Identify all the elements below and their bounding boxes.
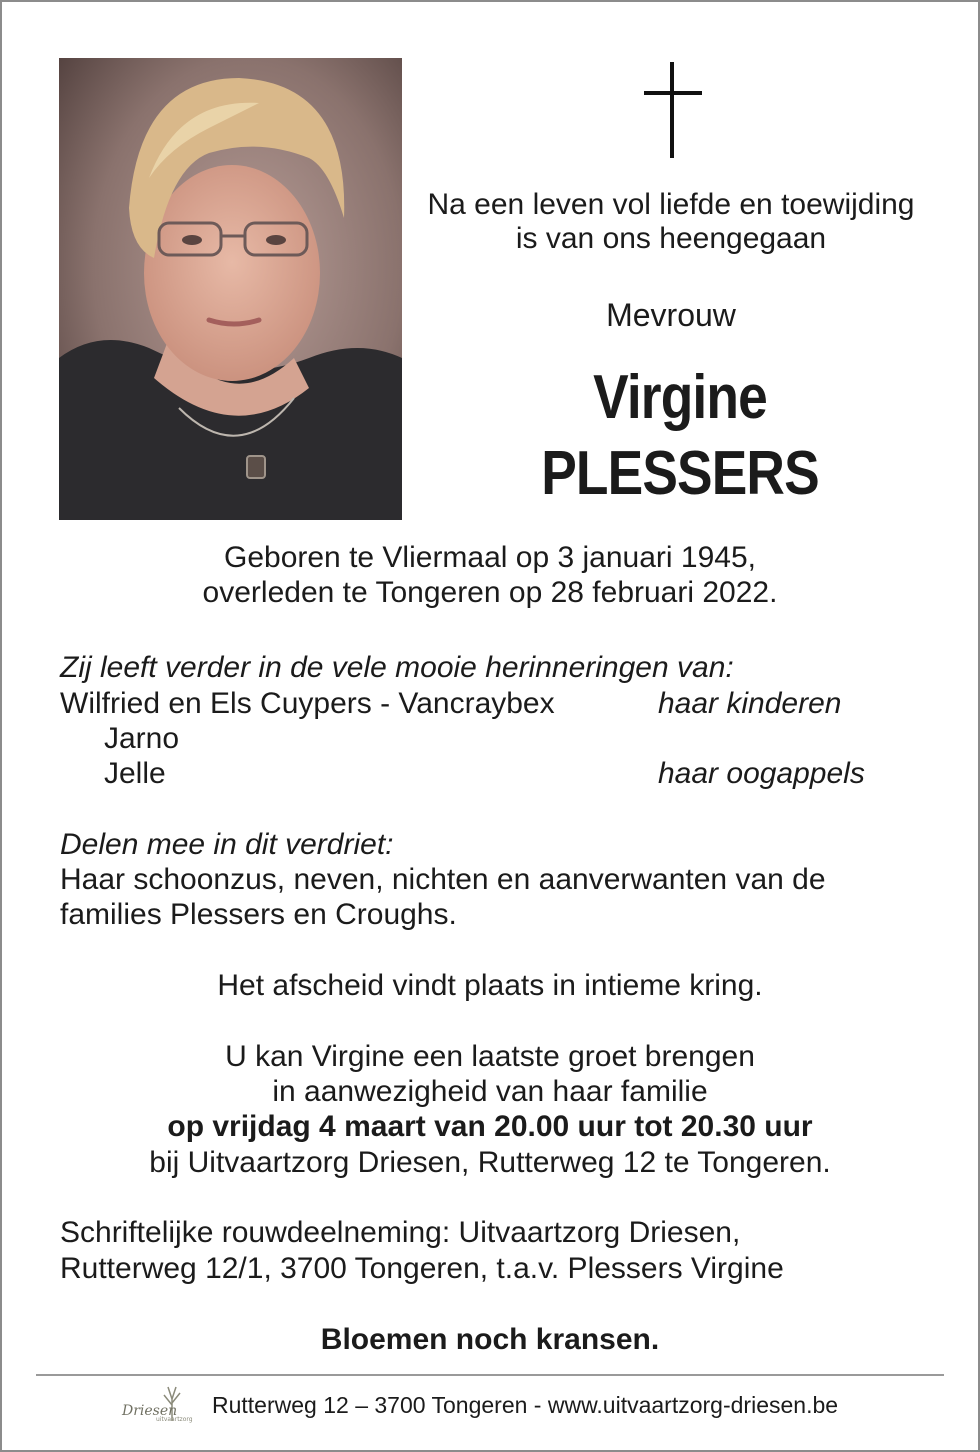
condolence-line-2: Rutterweg 12/1, 3700 Tongeren, t.a.v. Plessers Virgine [60,1252,784,1285]
relative-name: Jelle [104,757,166,790]
driesen-logo [118,1383,196,1427]
sharing-line-1: Haar schoonzus, neven, nichten en aanverwanten van de [60,863,826,896]
logo-wordmark: Driesen [122,1403,178,1419]
relative-relation: haar oogappels [658,757,865,790]
footer-address: Rutterweg 12 – 3700 Tongeren - www.uitvaartzorg-driesen.be [212,1392,839,1418]
condolence-line-1: Schriftelijke rouwdeelneming: Uitvaartzorg Driesen, [60,1216,741,1249]
relative-name: Jarno [104,722,180,755]
visit-time: op vrijdag 4 maart van 20.00 uur tot 20.30 uur [167,1110,813,1143]
portrait-photo [59,58,402,520]
death-line: overleden te Tongeren op 28 februari 2022. [202,576,778,609]
title-prefix: Mevrouw [606,297,736,333]
closing-text: Bloemen noch kransen. [320,1323,660,1356]
relative-relation: haar kinderen [658,687,842,720]
life-dates [0,540,980,610]
footer-divider [36,1374,944,1376]
visit-line-1: U kan Virgine een laatste groet brengen [225,1040,755,1073]
relative-name: Wilfried en Els Cuypers - Vancraybex [60,687,555,720]
intro-line-1: Na een leven vol liefde en toewijding [427,188,915,221]
intro-text [400,188,942,256]
intro-line-2: is van ons heengegaan [515,222,827,255]
visit-location: bij Uitvaartzorg Driesen, Rutterweg 12 te Tongeren. [149,1146,831,1179]
farewell-text: Het afscheid vindt plaats in intieme kring. [217,969,763,1002]
cross-icon [644,62,702,158]
memories-heading: Zij leeft verder in de vele mooie herinneringen van: [60,651,734,684]
deceased-name: Virgine PLESSERS [541,363,819,508]
logo-subtext: uitvaartzorg [156,1416,193,1423]
birth-line: Geboren te Vliermaal op 3 januari 1945, [223,541,756,574]
visit-line-2: in aanwezigheid van haar familie [272,1075,708,1108]
sharing-line-2: families Plessers en Croughs. [60,898,457,931]
sharing-heading: Delen mee in dit verdriet: [60,828,394,861]
